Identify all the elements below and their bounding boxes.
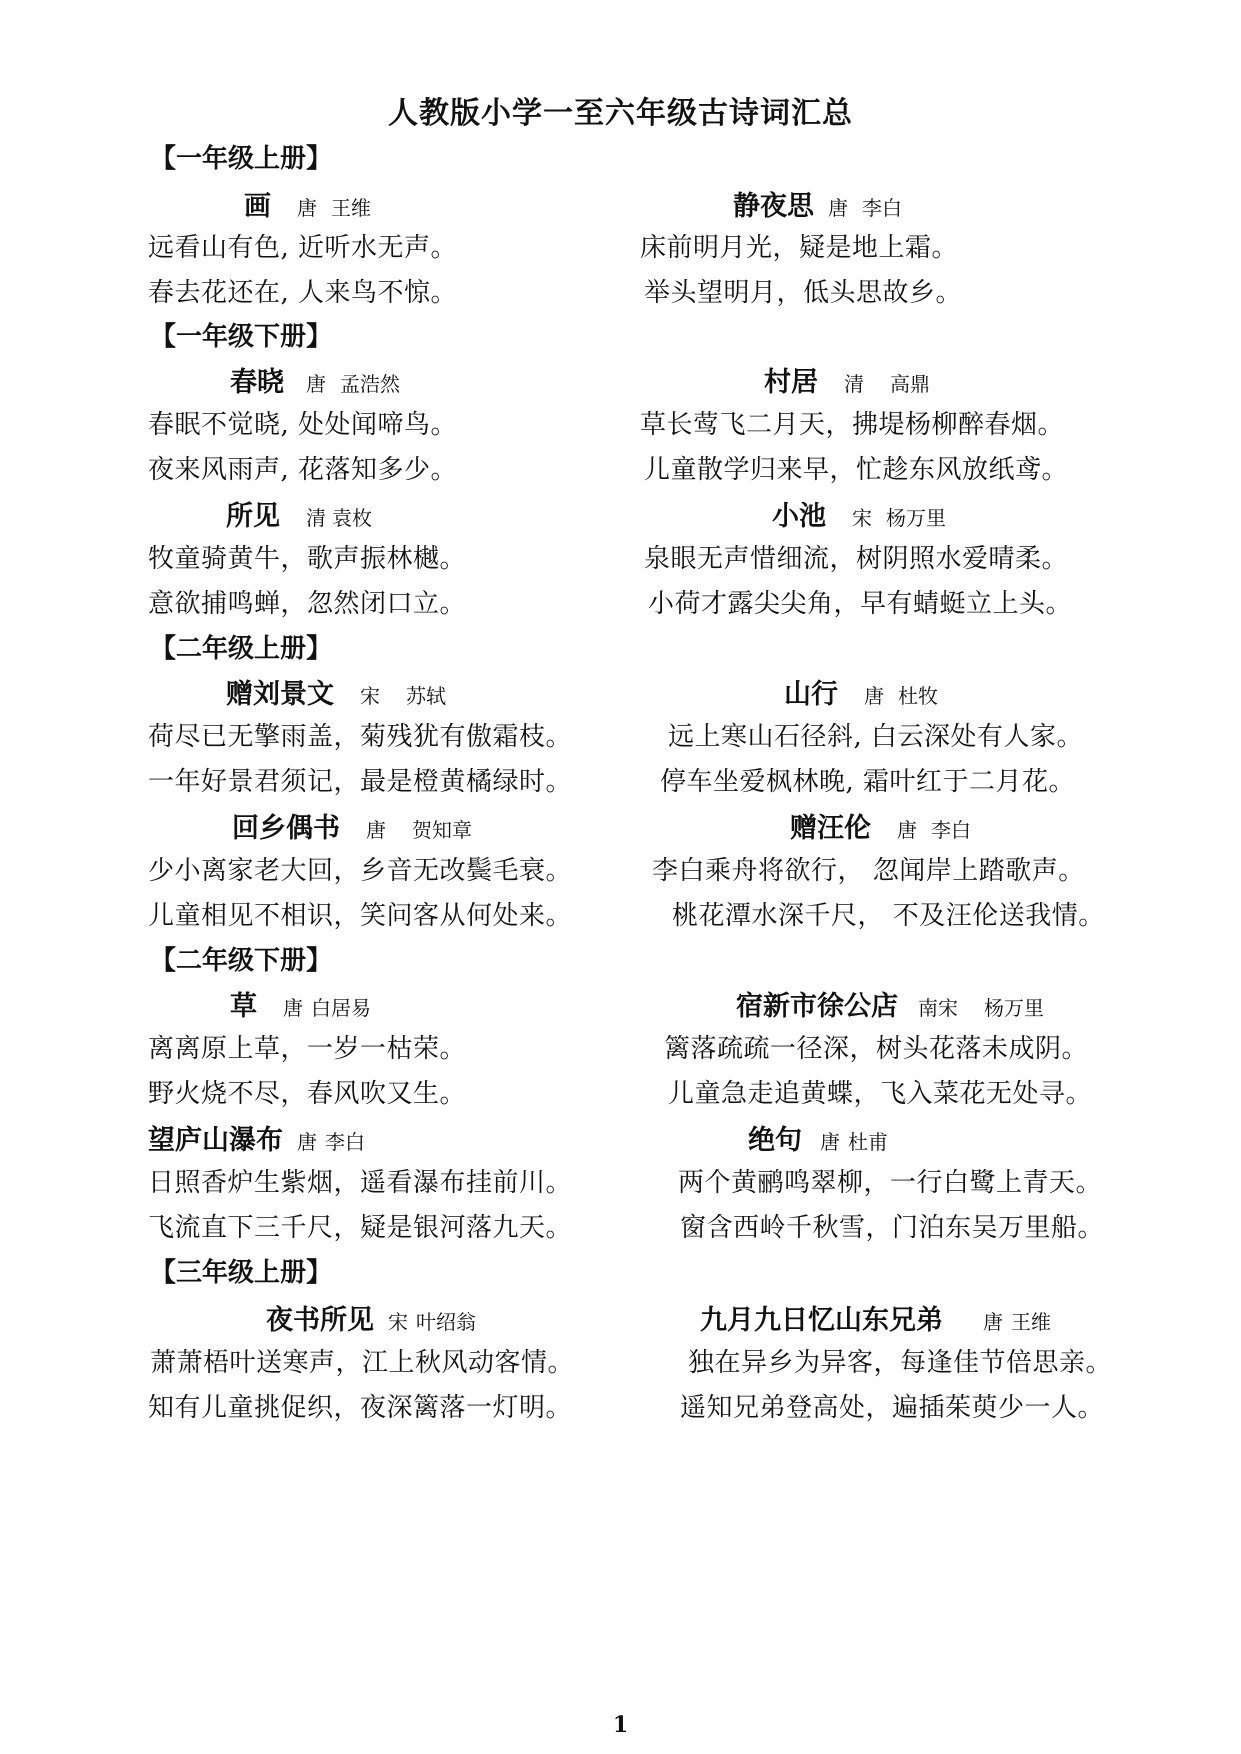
- poem-line: 桃花潭水深千尺， 不及汪伦送我情。: [672, 901, 1105, 931]
- poem-title: 所见: [226, 501, 280, 532]
- poem-header: [148, 1118, 365, 1157]
- poem-author: 苏轼: [406, 684, 446, 708]
- poem-author: 白居易: [311, 996, 371, 1020]
- poem-title: 九月九日忆山东兄弟: [700, 1305, 943, 1336]
- poem-title: 画: [244, 191, 271, 222]
- poem-author: 贺知章: [412, 818, 472, 842]
- poem-header: [772, 494, 946, 533]
- poem-line: 窗含西岭千秋雪，门泊东吴万里船。: [680, 1213, 1105, 1243]
- poem-author: 杨万里: [984, 996, 1044, 1020]
- poem-line: 两个黄鹂鸣翠柳，一行白鹭上青天。: [678, 1168, 1103, 1198]
- poem-header: [764, 360, 930, 399]
- poem-line: 春去花还在, 人来鸟不惊。: [148, 278, 458, 308]
- poem-line: 野火烧不尽，春风吹又生。: [148, 1079, 467, 1109]
- page-number: 1: [612, 1712, 629, 1738]
- poem-header: [733, 184, 902, 223]
- poem-dynasty: 唐: [366, 818, 386, 842]
- poem-dynasty: 唐: [864, 684, 884, 708]
- poem-dynasty: 清: [844, 372, 864, 396]
- poem-title: 绝句: [748, 1125, 802, 1156]
- poem-header: [226, 672, 446, 711]
- poem-author: 李白: [931, 818, 971, 842]
- poem-header: [748, 1118, 888, 1157]
- poem-line: 举头望明月，低头思故乡。: [644, 278, 963, 308]
- poem-line: 独在异乡为异客，每逢佳节倍思亲。: [688, 1348, 1113, 1378]
- poem-header: [244, 184, 371, 223]
- poem-title: 山行: [784, 679, 838, 710]
- poem-line: 停车坐爱枫林晚, 霜叶红于二月花。: [660, 767, 1076, 797]
- section-heading: 【一年级下册】: [150, 322, 333, 352]
- poem-author: 袁枚: [332, 506, 372, 530]
- poem-title: 望庐山瀑布: [148, 1125, 283, 1156]
- poem-dynasty: 唐: [297, 196, 317, 220]
- poem-line: 小荷才露尖尖角，早有蜻蜓立上头。: [648, 589, 1073, 619]
- poem-dynasty: 宋: [388, 1310, 408, 1334]
- poem-dynasty: 唐: [297, 1130, 317, 1154]
- poem-line: 日照香炉生紫烟，遥看瀑布挂前川。: [148, 1168, 573, 1198]
- poem-dynasty: 清: [306, 506, 326, 530]
- poem-dynasty: 宋: [852, 506, 872, 530]
- poem-title: 春晓: [230, 367, 284, 398]
- poem-title: 回乡偶书: [232, 813, 340, 844]
- section-heading: 【二年级下册】: [150, 946, 333, 976]
- poem-author: 王维: [1011, 1310, 1051, 1334]
- poem-author: 孟浩然: [340, 372, 400, 396]
- poem-title: 村居: [764, 367, 818, 398]
- poem-dynasty: 唐: [897, 818, 917, 842]
- poem-title: 小池: [772, 501, 826, 532]
- poem-header: [232, 806, 472, 845]
- poem-title: 赠刘景文: [226, 679, 334, 710]
- poem-line: 远看山有色, 近听水无声。: [148, 233, 458, 263]
- section-heading: 【三年级上册】: [150, 1258, 333, 1288]
- poem-line: 一年好景君须记，最是橙黄橘绿时。: [148, 767, 573, 797]
- poem-author: 李白: [325, 1130, 365, 1154]
- poem-title: 宿新市徐公店: [736, 991, 898, 1022]
- poem-dynasty: 南宋: [918, 996, 958, 1020]
- poem-title: 夜书所见: [266, 1305, 374, 1336]
- poem-line: 草长莺飞二月天，拂堤杨柳醉春烟。: [640, 410, 1065, 440]
- poem-line: 篱落疏疏一径深，树头花落未成阴。: [664, 1034, 1089, 1064]
- poem-dynasty: 宋: [360, 684, 380, 708]
- poem-header: [784, 672, 938, 711]
- poem-author: 杜甫: [848, 1130, 888, 1154]
- poem-author: 叶绍翁: [416, 1310, 476, 1334]
- poem-line: 牧童骑黄牛，歌声振林樾。: [148, 544, 467, 574]
- poem-header: [790, 806, 971, 845]
- poem-author: 李白: [862, 196, 902, 220]
- poem-line: 萧萧梧叶送寒声，江上秋风动客情。: [150, 1348, 575, 1378]
- poem-line: 知有儿童挑促织，夜深篱落一灯明。: [148, 1393, 573, 1423]
- poem-line: 远上寒山石径斜, 白云深处有人家。: [668, 722, 1084, 752]
- poem-header: [736, 984, 1044, 1023]
- poem-line: 儿童急走追黄蝶，飞入菜花无处寻。: [668, 1079, 1093, 1109]
- poem-header: [226, 494, 372, 533]
- poem-title: 赠汪伦: [790, 813, 871, 844]
- poem-header: [266, 1298, 476, 1337]
- page-title: 人教版小学一至六年级古诗词汇总: [388, 96, 853, 131]
- poem-line: 儿童散学归来早，忙趁东风放纸鸢。: [644, 455, 1069, 485]
- poem-line: 离离原上草，一岁一枯荣。: [148, 1034, 467, 1064]
- poem-dynasty: 唐: [983, 1310, 1003, 1334]
- poem-author: 杜牧: [898, 684, 938, 708]
- poem-line: 遥知兄弟登高处，遍插茱萸少一人。: [680, 1393, 1105, 1423]
- poem-line: 荷尽已无擎雨盖，菊残犹有傲霜枝。: [148, 722, 573, 752]
- poem-author: 杨万里: [886, 506, 946, 530]
- poem-line: 少小离家老大回，乡音无改鬓毛衰。: [148, 856, 573, 886]
- poem-dynasty: 唐: [828, 196, 848, 220]
- poem-dynasty: 唐: [306, 372, 326, 396]
- poem-title: 草: [230, 991, 257, 1022]
- poem-line: 飞流直下三千尺，疑是银河落九天。: [148, 1213, 573, 1243]
- poem-line: 儿童相见不相识，笑问客从何处来。: [148, 901, 573, 931]
- section-heading: 【一年级上册】: [150, 144, 333, 174]
- poem-line: 泉眼无声惜细流，树阴照水爱晴柔。: [644, 544, 1069, 574]
- poem-author: 王维: [331, 196, 371, 220]
- poem-author: 高鼎: [890, 372, 930, 396]
- poem-dynasty: 唐: [820, 1130, 840, 1154]
- poem-title: 静夜思: [733, 191, 814, 222]
- poem-header: [230, 984, 371, 1023]
- poem-header: [230, 360, 400, 399]
- poem-line: 李白乘舟将欲行， 忽闻岸上踏歌声。: [652, 856, 1085, 886]
- poem-line: 床前明月光，疑是地上霜。: [640, 233, 959, 263]
- poem-header: [700, 1298, 1051, 1337]
- poem-line: 意欲捕鸣蝉，忽然闭口立。: [148, 589, 467, 619]
- poem-line: 春眠不觉晓, 处处闻啼鸟。: [148, 410, 458, 440]
- poem-dynasty: 唐: [283, 996, 303, 1020]
- poem-line: 夜来风雨声, 花落知多少。: [148, 455, 458, 485]
- section-heading: 【二年级上册】: [150, 634, 333, 664]
